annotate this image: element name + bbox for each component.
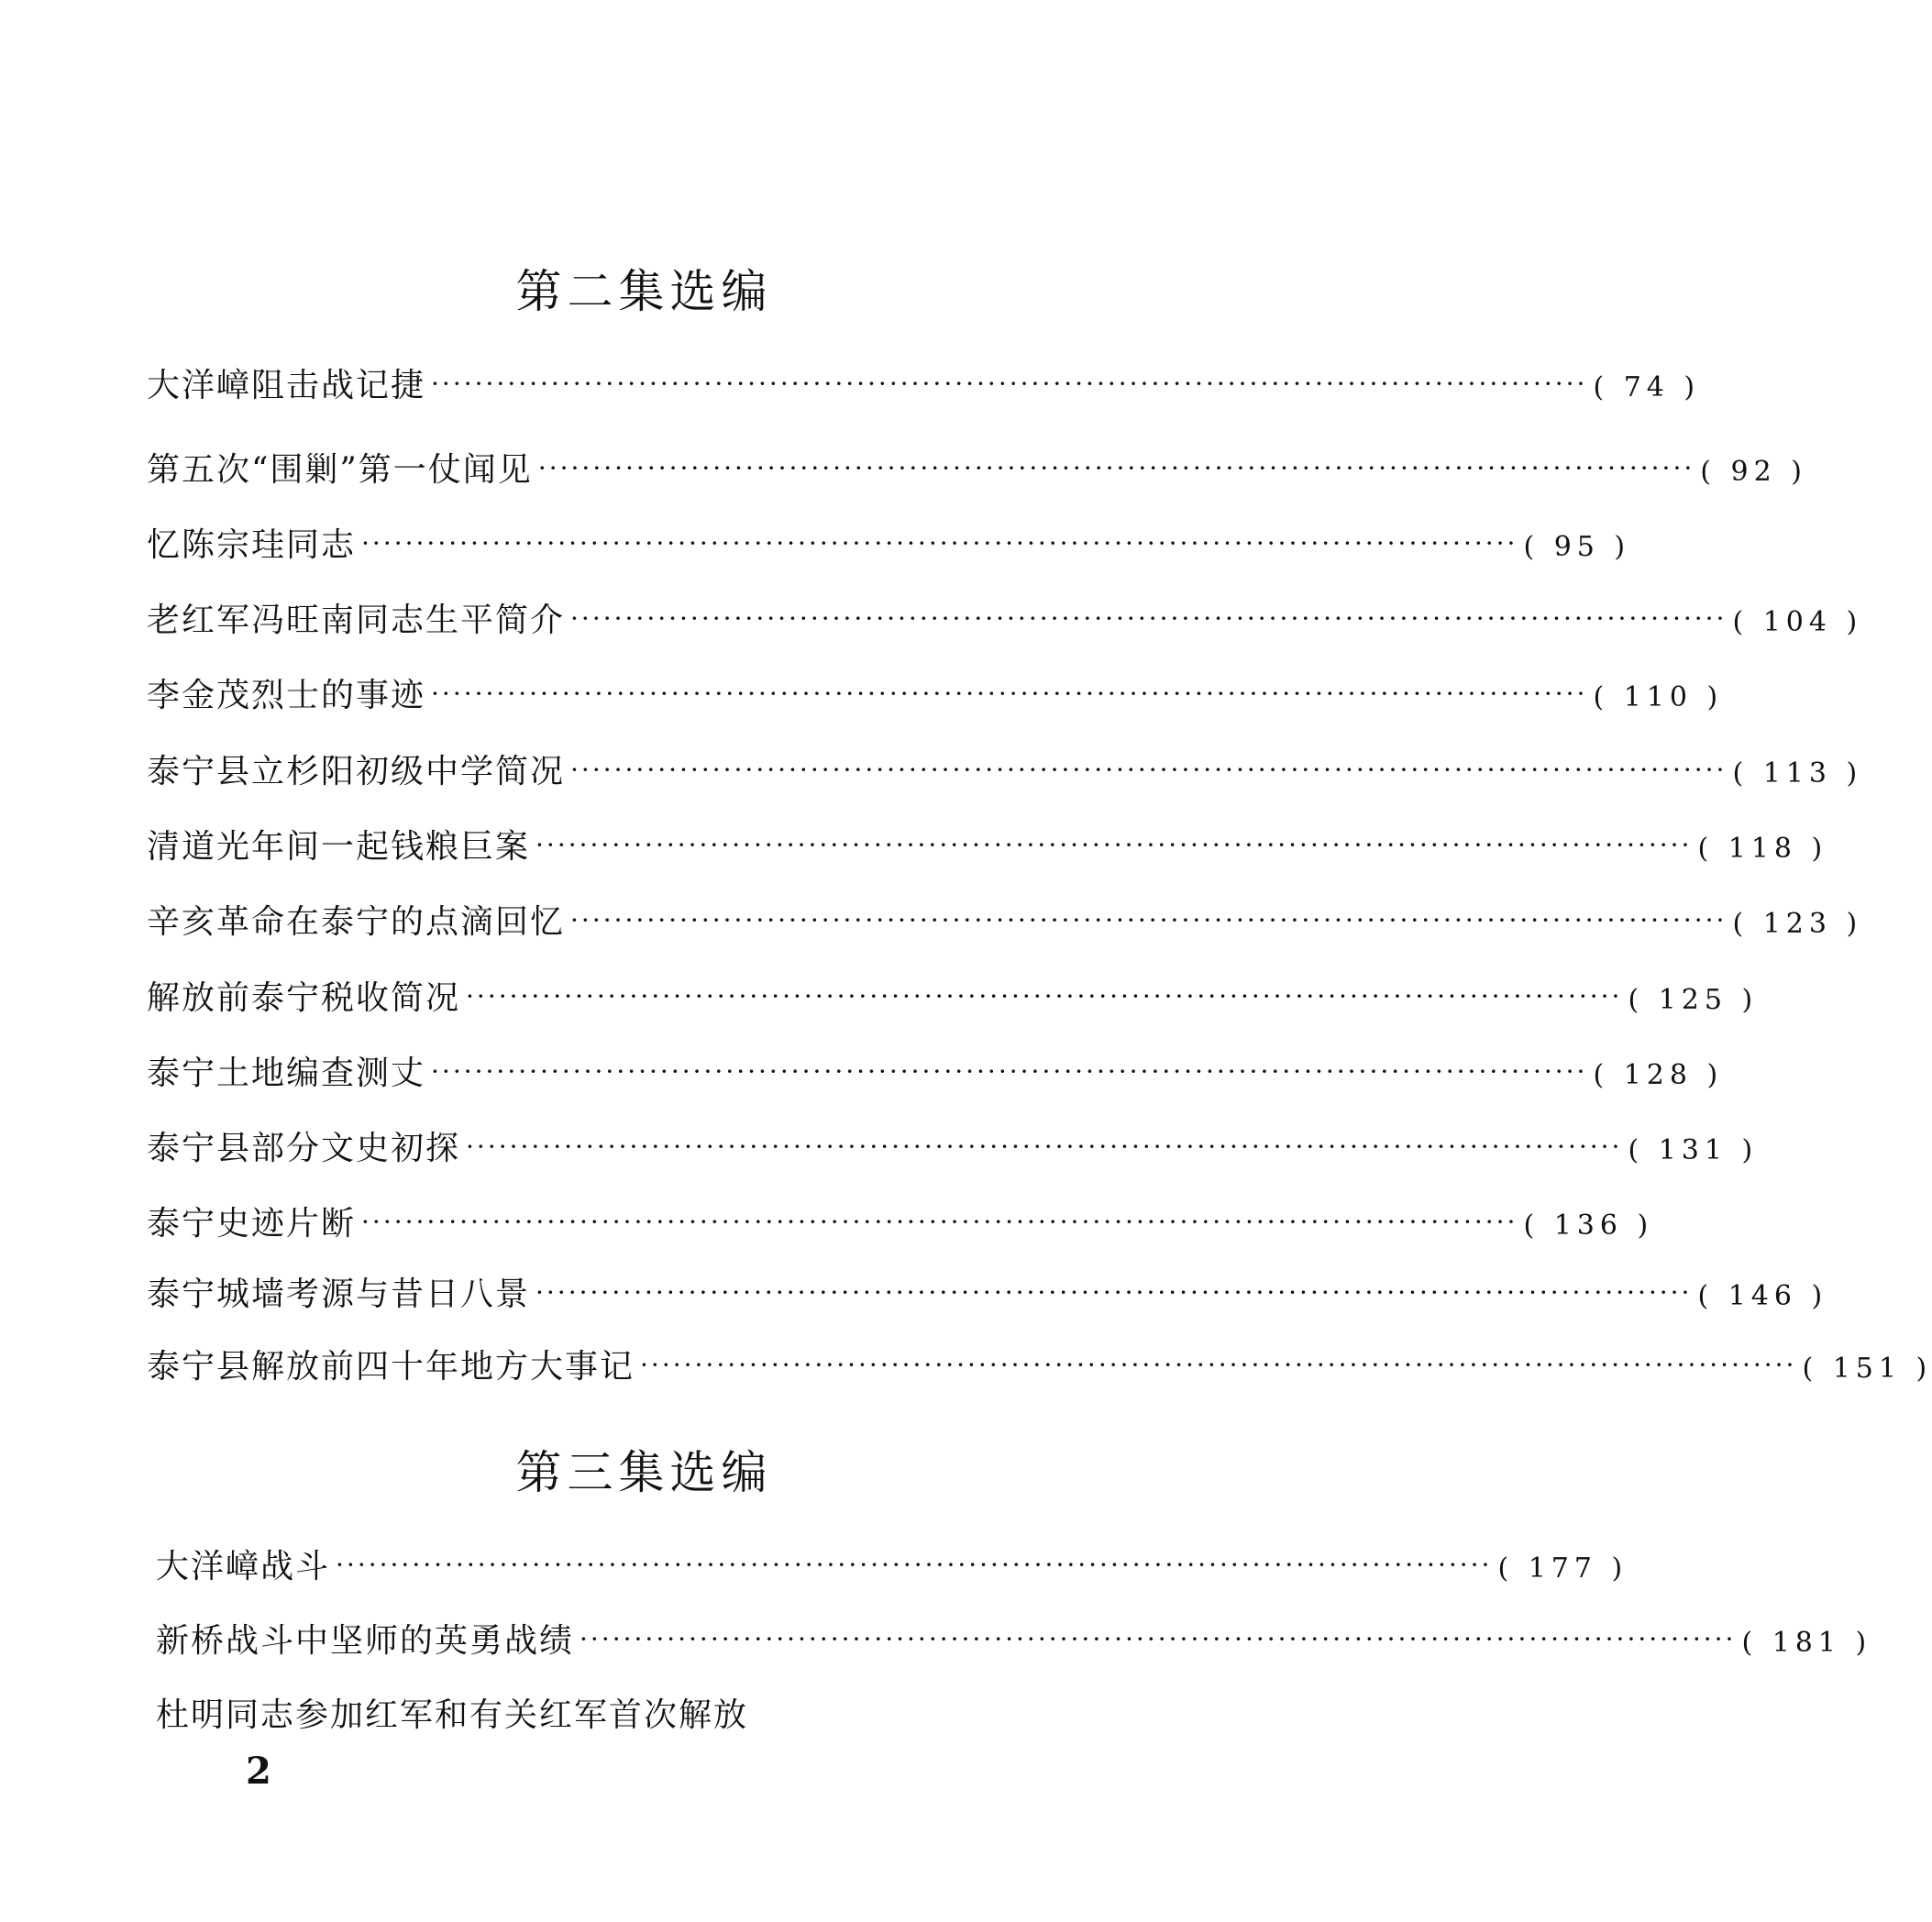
toc-entry xyxy=(147,594,1863,641)
leader-dots: ·········································································································· xyxy=(537,453,1695,483)
entry-page: ( 128 ) xyxy=(1593,1059,1724,1091)
entry-page: ( 181 ) xyxy=(1741,1627,1872,1659)
toc-entry xyxy=(147,519,1631,566)
leader-dots: ·········································································································· xyxy=(336,1550,1493,1580)
toc-entry xyxy=(147,669,1724,716)
leader-dots: ·········································································································· xyxy=(580,1624,1737,1654)
toc-entry xyxy=(147,821,1828,867)
leader-dots: ·········································································································· xyxy=(535,1277,1693,1308)
toc-entry xyxy=(147,746,1863,792)
entry-page: ( 131 ) xyxy=(1628,1134,1759,1166)
toc-entry xyxy=(156,1541,1628,1587)
leader-dots: ·········································································································· xyxy=(570,603,1728,634)
entry-title: 解放前泰宁税收简况 xyxy=(147,979,461,1017)
entry-title: 清道光年间一起钱粮巨案 xyxy=(147,828,531,866)
leader-dots: ·········································································································· xyxy=(361,1207,1518,1237)
leader-dots: ·········································································································· xyxy=(466,981,1623,1011)
page-number: 2 xyxy=(246,1750,271,1793)
entry-title: 新桥战斗中坚师的英勇战绩 xyxy=(156,1622,575,1660)
entry-title: 泰宁史迹片断 xyxy=(147,1205,357,1243)
entry-title: 泰宁县解放前四十年地方大事记 xyxy=(147,1348,635,1386)
section-title-3: 第三集选编 xyxy=(515,1446,773,1499)
toc-entry xyxy=(147,972,1759,1019)
toc-entry xyxy=(147,1047,1724,1094)
entry-page: ( 125 ) xyxy=(1628,984,1759,1016)
entry-page: ( 104 ) xyxy=(1732,606,1863,638)
entry-title: 大洋嶂阻击战记捷 xyxy=(147,367,426,404)
entry-title: 李金茂烈士的事迹 xyxy=(147,677,426,714)
entry-title: 忆陈宗珪同志 xyxy=(147,526,357,564)
leader-dots: ·········································································································· xyxy=(570,905,1728,935)
toc-entry-continued xyxy=(156,1689,748,1736)
toc-entry xyxy=(147,896,1863,943)
entry-title: 老红军冯旺南同志生平简介 xyxy=(147,602,566,639)
entry-title: 第五次“围剿”第一仗闻见 xyxy=(147,451,533,489)
entry-page: ( 151 ) xyxy=(1802,1353,1932,1385)
leader-dots: ·········································································································· xyxy=(640,1350,1797,1380)
toc-entry xyxy=(147,1268,1828,1315)
entry-page: ( 146 ) xyxy=(1697,1280,1828,1312)
entry-title: 泰宁土地编查测丈 xyxy=(147,1055,426,1092)
entry-page: ( 123 ) xyxy=(1732,908,1863,940)
toc-entry xyxy=(147,444,1807,491)
entry-title: 大洋嶂战斗 xyxy=(156,1548,331,1585)
leader-dots: ·········································································································· xyxy=(431,369,1588,399)
leader-dots: ·········································································································· xyxy=(535,830,1693,860)
toc-entry xyxy=(147,1341,1932,1387)
toc-entry xyxy=(147,359,1701,406)
entry-title: 泰宁城墙考源与昔日八景 xyxy=(147,1276,531,1313)
entry-title: 杜明同志参加红军和有关红军首次解放 xyxy=(156,1696,749,1734)
entry-page: ( 177 ) xyxy=(1497,1552,1628,1585)
leader-dots: ·········································································································· xyxy=(431,679,1588,709)
entry-page: ( 92 ) xyxy=(1700,456,1807,488)
toc-entry xyxy=(147,1198,1654,1244)
entry-page: ( 110 ) xyxy=(1593,681,1724,713)
entry-page: ( 95 ) xyxy=(1523,531,1631,563)
entry-page: ( 74 ) xyxy=(1593,371,1701,403)
entry-page: ( 136 ) xyxy=(1523,1210,1654,1242)
leader-dots: ·········································································································· xyxy=(431,1056,1588,1087)
leader-dots: ·········································································································· xyxy=(361,528,1518,558)
toc-entry xyxy=(156,1615,1872,1662)
section-title-2: 第二集选编 xyxy=(515,265,773,318)
toc-entry xyxy=(147,1122,1759,1169)
leader-dots: ·········································································································· xyxy=(466,1132,1623,1162)
leader-dots: ·········································································································· xyxy=(570,755,1728,785)
entry-title: 泰宁县部分文史初探 xyxy=(147,1130,461,1167)
entry-title: 辛亥革命在泰宁的点滴回忆 xyxy=(147,903,566,941)
entry-page: ( 118 ) xyxy=(1697,833,1828,865)
entry-title: 泰宁县立杉阳初级中学简况 xyxy=(147,753,566,790)
entry-page: ( 113 ) xyxy=(1732,757,1863,790)
